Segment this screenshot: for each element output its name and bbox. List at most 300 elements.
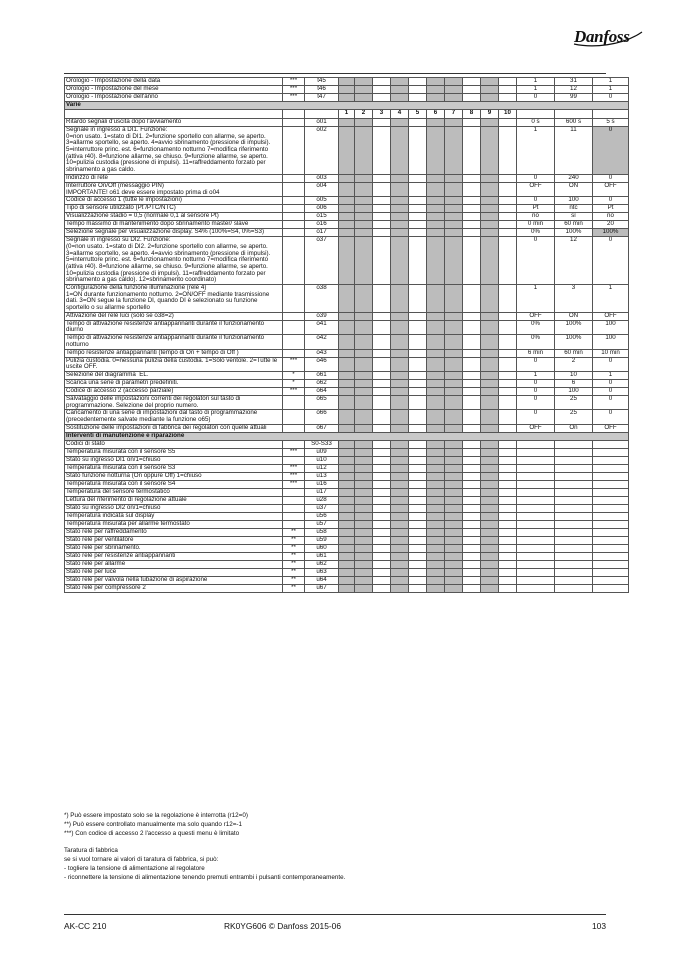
config-cell bbox=[339, 544, 355, 552]
config-cell bbox=[463, 371, 481, 379]
table-row bbox=[65, 504, 629, 512]
config-cell bbox=[355, 496, 373, 504]
config-cell bbox=[427, 237, 445, 285]
min-value bbox=[517, 480, 555, 488]
config-cell bbox=[499, 213, 517, 221]
config-cell bbox=[339, 320, 355, 334]
config-cell bbox=[373, 182, 391, 196]
config-cell bbox=[373, 86, 391, 94]
max-value: 100% bbox=[555, 229, 593, 237]
config-cell bbox=[427, 584, 445, 592]
config-cell bbox=[427, 464, 445, 472]
min-value bbox=[517, 448, 555, 456]
config-cell bbox=[409, 213, 427, 221]
parameter-code: u13 bbox=[305, 472, 339, 480]
factory-value bbox=[593, 536, 629, 544]
config-cell bbox=[499, 182, 517, 196]
config-cell bbox=[499, 387, 517, 395]
config-cell bbox=[391, 205, 409, 213]
table-row bbox=[65, 520, 629, 528]
config-cell bbox=[463, 221, 481, 229]
config-cell bbox=[427, 78, 445, 86]
min-value: 1 bbox=[517, 285, 555, 313]
config-cell bbox=[463, 576, 481, 584]
access-note bbox=[283, 237, 305, 285]
config-cell bbox=[463, 448, 481, 456]
config-cell bbox=[499, 78, 517, 86]
config-cell bbox=[391, 237, 409, 285]
access-note bbox=[283, 205, 305, 213]
access-note: *** bbox=[283, 472, 305, 480]
config-cell bbox=[445, 496, 463, 504]
config-cell bbox=[355, 237, 373, 285]
config-cell bbox=[373, 456, 391, 464]
config-cell bbox=[339, 205, 355, 213]
max-value bbox=[555, 544, 593, 552]
max-value bbox=[555, 536, 593, 544]
column-number: 9 bbox=[481, 110, 499, 119]
config-cell bbox=[481, 285, 499, 313]
column-number: 6 bbox=[427, 110, 445, 119]
config-cell bbox=[499, 544, 517, 552]
parameter-description: Caricamento di una serie di impostazioni dal tasto di programmazione (precedentemente salvate mediante la funzione o65) bbox=[65, 410, 283, 424]
access-note: ** bbox=[283, 584, 305, 592]
parameter-code: o61 bbox=[305, 371, 339, 379]
parameter-description: Temperatura del sensore termostatico bbox=[65, 488, 283, 496]
config-cell bbox=[445, 464, 463, 472]
config-cell bbox=[409, 312, 427, 320]
config-cell bbox=[409, 78, 427, 86]
factory-value bbox=[593, 520, 629, 528]
config-cell bbox=[373, 480, 391, 488]
parameter-description: Stato relè per ventilatore bbox=[65, 536, 283, 544]
config-cell bbox=[445, 174, 463, 182]
config-cell bbox=[391, 464, 409, 472]
access-note bbox=[283, 512, 305, 520]
parameter-description: Segnale in ingresso su DI2. Funzione: (0=non usato. 1=stato di DI2. 2=funzione sportello con allarme, se aperto. 3=allarme sportello, se aperto. 4=avvio sbrinamento (pressione di impulsi). 5=interruttore princ. est. 6=funzionamento notturno 7=modifica riferimento (attiva r40). 8=funzione allarme, se chiuso. 9=funzione allarme, se aperto. 10=pulizia custodia (pressione di impulsi). 11=raffreddamento forzato per sbrinamento a gas caldo). 12=sbrinamento coordinato) bbox=[65, 237, 283, 285]
min-value: 0 bbox=[517, 237, 555, 285]
config-cell bbox=[409, 410, 427, 424]
config-cell bbox=[427, 456, 445, 464]
access-note: *** bbox=[283, 86, 305, 94]
access-note: ** bbox=[283, 528, 305, 536]
config-cell bbox=[409, 520, 427, 528]
config-cell bbox=[373, 552, 391, 560]
config-cell bbox=[499, 464, 517, 472]
parameter-description: Selezione del diagramma EL. bbox=[65, 371, 283, 379]
config-cell bbox=[355, 512, 373, 520]
parameter-code: u58 bbox=[305, 528, 339, 536]
config-cell bbox=[355, 410, 373, 424]
min-value: 0 s bbox=[517, 119, 555, 127]
config-cell bbox=[391, 94, 409, 102]
max-value: 12 bbox=[555, 86, 593, 94]
config-cell bbox=[445, 440, 463, 448]
factory-value bbox=[593, 456, 629, 464]
min-value: 0 bbox=[517, 387, 555, 395]
config-cell bbox=[339, 78, 355, 86]
parameter-description: Segnale in ingresso a DI1. Funzione: 0=non usato. 1=stato di DI1. 2=funzione sportello con allarme, se aperto. 3=allarme sportello, se aperto. 4=avvio sbrinamento (pressione di impulsi). 5=interruttore princ. est. 6=funzionamento notturno 7=modifica riferimento (attiva r40). 8=funzione allarme, se chiuso. 9=funzione allarme, se aperto. 10=pulizia custodia (pressione di impulsi). 11=raffreddamento forzato per sbrinamento a gas caldo. bbox=[65, 127, 283, 175]
parameter-description: Stato relè per resistenze antiappannanti bbox=[65, 552, 283, 560]
access-note: *** bbox=[283, 387, 305, 395]
config-cell bbox=[373, 448, 391, 456]
factory-settings-line-2: - togliere la tensione di alimentazione al regolatore bbox=[64, 864, 205, 872]
config-cell bbox=[463, 357, 481, 371]
footer-rule bbox=[64, 914, 606, 915]
config-cell bbox=[463, 86, 481, 94]
factory-value: 0 bbox=[593, 94, 629, 102]
max-value bbox=[555, 512, 593, 520]
config-cell bbox=[373, 197, 391, 205]
min-value bbox=[517, 552, 555, 560]
config-cell bbox=[391, 576, 409, 584]
config-cell bbox=[409, 504, 427, 512]
min-value: 0 bbox=[517, 395, 555, 409]
max-value: ON bbox=[555, 182, 593, 196]
access-note bbox=[283, 504, 305, 512]
config-cell bbox=[427, 197, 445, 205]
parameter-description: Temperatura misurata con il sensore S5 bbox=[65, 448, 283, 456]
config-cell bbox=[373, 544, 391, 552]
max-value bbox=[555, 576, 593, 584]
config-cell bbox=[355, 464, 373, 472]
parameter-description: Indirizzo di rete bbox=[65, 174, 283, 182]
config-cell bbox=[481, 440, 499, 448]
config-cell bbox=[373, 229, 391, 237]
parameter-code: o16 bbox=[305, 221, 339, 229]
access-note bbox=[283, 488, 305, 496]
config-cell bbox=[355, 568, 373, 576]
config-cell bbox=[499, 552, 517, 560]
table-row bbox=[65, 410, 629, 424]
config-cell bbox=[481, 544, 499, 552]
config-cell bbox=[339, 568, 355, 576]
config-cell bbox=[427, 379, 445, 387]
parameter-description: Visualizzazione stadio = 0,5 (normale 0,1 al sensore Pt) bbox=[65, 213, 283, 221]
table-row bbox=[65, 237, 629, 285]
config-cell bbox=[481, 560, 499, 568]
parameter-code: o43 bbox=[305, 349, 339, 357]
max-value: 600 s bbox=[555, 119, 593, 127]
config-cell bbox=[427, 568, 445, 576]
config-cell bbox=[391, 387, 409, 395]
config-cell bbox=[499, 536, 517, 544]
config-cell bbox=[463, 480, 481, 488]
config-cell bbox=[339, 576, 355, 584]
table-row bbox=[65, 480, 629, 488]
config-cell bbox=[427, 488, 445, 496]
config-cell bbox=[445, 410, 463, 424]
config-cell bbox=[463, 584, 481, 592]
column-number: 7 bbox=[445, 110, 463, 119]
column-header-blank bbox=[65, 110, 283, 119]
factory-value bbox=[593, 544, 629, 552]
config-cell bbox=[391, 86, 409, 94]
config-cell bbox=[499, 456, 517, 464]
footnote-2: **) Può essere controllato manualmente ma solo quando r12=-1 bbox=[64, 820, 242, 828]
config-cell bbox=[499, 320, 517, 334]
column-number: 4 bbox=[391, 110, 409, 119]
parameter-code: o42 bbox=[305, 335, 339, 349]
config-cell bbox=[409, 576, 427, 584]
max-value: 31 bbox=[555, 78, 593, 86]
parameter-description: Salvataggio delle impostazioni correnti dei regolatori sul tasto di programmazione. Selezione del proprio numero. bbox=[65, 395, 283, 409]
min-value bbox=[517, 520, 555, 528]
max-value: 25 bbox=[555, 410, 593, 424]
min-value: 0 bbox=[517, 410, 555, 424]
config-cell bbox=[445, 560, 463, 568]
min-value: OFF bbox=[517, 312, 555, 320]
max-value: ON bbox=[555, 312, 593, 320]
max-value: 25 bbox=[555, 395, 593, 409]
config-cell bbox=[373, 568, 391, 576]
factory-value bbox=[593, 584, 629, 592]
config-cell bbox=[339, 94, 355, 102]
config-cell bbox=[445, 78, 463, 86]
table-row bbox=[65, 528, 629, 536]
config-cell bbox=[391, 440, 409, 448]
config-cell bbox=[463, 504, 481, 512]
config-cell bbox=[409, 320, 427, 334]
table-row bbox=[65, 102, 629, 110]
config-cell bbox=[355, 387, 373, 395]
access-note: ** bbox=[283, 576, 305, 584]
factory-value: Pt bbox=[593, 205, 629, 213]
factory-value bbox=[593, 568, 629, 576]
config-cell bbox=[499, 395, 517, 409]
config-cell bbox=[409, 285, 427, 313]
config-cell bbox=[355, 205, 373, 213]
config-cell bbox=[339, 410, 355, 424]
config-cell bbox=[339, 182, 355, 196]
min-value bbox=[517, 528, 555, 536]
parameter-code: o37 bbox=[305, 237, 339, 285]
max-value bbox=[555, 520, 593, 528]
min-value: 0 bbox=[517, 174, 555, 182]
config-cell bbox=[481, 456, 499, 464]
column-header-blank bbox=[555, 110, 593, 119]
parameter-description: Stato relè per raffreddamento bbox=[65, 528, 283, 536]
config-cell bbox=[445, 197, 463, 205]
config-cell bbox=[391, 472, 409, 480]
factory-value bbox=[593, 496, 629, 504]
factory-settings-title: Taratura di fabbrica bbox=[64, 846, 118, 854]
config-cell bbox=[499, 496, 517, 504]
config-cell bbox=[499, 312, 517, 320]
table-row bbox=[65, 205, 629, 213]
config-cell bbox=[499, 174, 517, 182]
config-cell bbox=[409, 440, 427, 448]
parameter-code: o02 bbox=[305, 127, 339, 175]
table-row bbox=[65, 464, 629, 472]
config-cell bbox=[355, 379, 373, 387]
config-cell bbox=[427, 182, 445, 196]
min-value: 1 bbox=[517, 371, 555, 379]
config-cell bbox=[427, 221, 445, 229]
config-cell bbox=[339, 221, 355, 229]
config-cell bbox=[391, 285, 409, 313]
table-row bbox=[65, 395, 629, 409]
parameter-code: o05 bbox=[305, 197, 339, 205]
config-cell bbox=[409, 371, 427, 379]
table-row bbox=[65, 568, 629, 576]
factory-value: OFF bbox=[593, 424, 629, 432]
table-row bbox=[65, 285, 629, 313]
min-value bbox=[517, 512, 555, 520]
table-row bbox=[65, 349, 629, 357]
config-cell bbox=[427, 229, 445, 237]
config-cell bbox=[339, 127, 355, 175]
parameter-description: Stato relè per sbrinamento. bbox=[65, 544, 283, 552]
config-cell bbox=[339, 488, 355, 496]
config-cell bbox=[391, 568, 409, 576]
factory-value: 0 bbox=[593, 410, 629, 424]
config-cell bbox=[499, 576, 517, 584]
config-cell bbox=[409, 205, 427, 213]
config-cell bbox=[481, 536, 499, 544]
config-cell bbox=[481, 552, 499, 560]
factory-value: 1 bbox=[593, 285, 629, 313]
factory-value: 0 bbox=[593, 379, 629, 387]
config-cell bbox=[481, 86, 499, 94]
config-cell bbox=[391, 410, 409, 424]
parameter-description: Stato relè per compressore 2 bbox=[65, 584, 283, 592]
config-cell bbox=[427, 94, 445, 102]
max-value bbox=[555, 584, 593, 592]
parameter-description: Stato relè per luce bbox=[65, 568, 283, 576]
min-value bbox=[517, 568, 555, 576]
danfoss-logo bbox=[572, 24, 644, 50]
table-row bbox=[65, 488, 629, 496]
table-row bbox=[65, 371, 629, 379]
column-number: 1 bbox=[339, 110, 355, 119]
config-cell bbox=[373, 237, 391, 285]
min-value bbox=[517, 456, 555, 464]
max-value: 60 min bbox=[555, 349, 593, 357]
config-cell bbox=[391, 182, 409, 196]
table-row bbox=[65, 387, 629, 395]
config-cell bbox=[427, 213, 445, 221]
parameter-description: Ritardo segnali d'uscita dopo l'avviamento bbox=[65, 119, 283, 127]
min-value: 0 bbox=[517, 357, 555, 371]
config-cell bbox=[481, 512, 499, 520]
parameter-code: o62 bbox=[305, 379, 339, 387]
config-cell bbox=[481, 320, 499, 334]
config-cell bbox=[481, 78, 499, 86]
factory-value: 0 bbox=[593, 127, 629, 175]
factory-value: 0 bbox=[593, 237, 629, 285]
config-cell bbox=[391, 544, 409, 552]
access-note: *** bbox=[283, 448, 305, 456]
parameter-description: Sostituzione delle impostazioni di fabbrica dei regolatori con quelle attuali bbox=[65, 424, 283, 432]
factory-value: no bbox=[593, 213, 629, 221]
column-number: 8 bbox=[463, 110, 481, 119]
config-cell bbox=[445, 568, 463, 576]
config-cell bbox=[391, 560, 409, 568]
max-value bbox=[555, 448, 593, 456]
max-value: 240 bbox=[555, 174, 593, 182]
config-cell bbox=[481, 221, 499, 229]
config-cell bbox=[409, 182, 427, 196]
config-cell bbox=[445, 536, 463, 544]
parameter-description: Stato relè per valvola nella tubazione di aspirazione bbox=[65, 576, 283, 584]
max-value bbox=[555, 464, 593, 472]
config-cell bbox=[409, 357, 427, 371]
config-cell bbox=[463, 197, 481, 205]
config-cell bbox=[463, 285, 481, 313]
config-cell bbox=[499, 229, 517, 237]
config-cell bbox=[445, 424, 463, 432]
config-cell bbox=[391, 395, 409, 409]
config-cell bbox=[445, 488, 463, 496]
parameter-code: o41 bbox=[305, 320, 339, 334]
config-cell bbox=[391, 127, 409, 175]
config-cell bbox=[373, 528, 391, 536]
access-note: ** bbox=[283, 560, 305, 568]
config-cell bbox=[391, 488, 409, 496]
section-heading: Interventi di manutenzione e riparazione bbox=[65, 432, 629, 440]
config-cell bbox=[339, 552, 355, 560]
parameter-code: u64 bbox=[305, 576, 339, 584]
access-note bbox=[283, 182, 305, 196]
parameter-code: u63 bbox=[305, 568, 339, 576]
config-cell bbox=[499, 119, 517, 127]
table-row bbox=[65, 221, 629, 229]
config-cell bbox=[409, 237, 427, 285]
config-cell bbox=[481, 387, 499, 395]
config-cell bbox=[463, 205, 481, 213]
config-cell bbox=[373, 536, 391, 544]
config-cell bbox=[481, 464, 499, 472]
config-cell bbox=[499, 488, 517, 496]
config-cell bbox=[355, 127, 373, 175]
config-cell bbox=[355, 536, 373, 544]
config-cell bbox=[409, 119, 427, 127]
config-cell bbox=[339, 119, 355, 127]
config-cell bbox=[339, 237, 355, 285]
parameter-code: u28 bbox=[305, 496, 339, 504]
config-cell bbox=[445, 285, 463, 313]
config-cell bbox=[481, 520, 499, 528]
table-row bbox=[65, 456, 629, 464]
config-cell bbox=[463, 320, 481, 334]
config-cell bbox=[339, 371, 355, 379]
min-value: 0 min bbox=[517, 221, 555, 229]
parameter-code: u12 bbox=[305, 464, 339, 472]
config-cell bbox=[427, 440, 445, 448]
table-row bbox=[65, 78, 629, 86]
config-cell bbox=[339, 456, 355, 464]
factory-value bbox=[593, 560, 629, 568]
table-row bbox=[65, 472, 629, 480]
config-cell bbox=[463, 472, 481, 480]
max-value bbox=[555, 504, 593, 512]
parameter-table bbox=[64, 77, 629, 593]
config-cell bbox=[445, 448, 463, 456]
max-value: sì bbox=[555, 213, 593, 221]
config-cell bbox=[391, 496, 409, 504]
config-cell bbox=[499, 335, 517, 349]
access-note: *** bbox=[283, 94, 305, 102]
parameter-code: u60 bbox=[305, 544, 339, 552]
config-cell bbox=[481, 127, 499, 175]
config-cell bbox=[373, 174, 391, 182]
config-cell bbox=[427, 86, 445, 94]
config-cell bbox=[427, 424, 445, 432]
config-cell bbox=[373, 560, 391, 568]
factory-value: 0 bbox=[593, 357, 629, 371]
table-row bbox=[65, 584, 629, 592]
